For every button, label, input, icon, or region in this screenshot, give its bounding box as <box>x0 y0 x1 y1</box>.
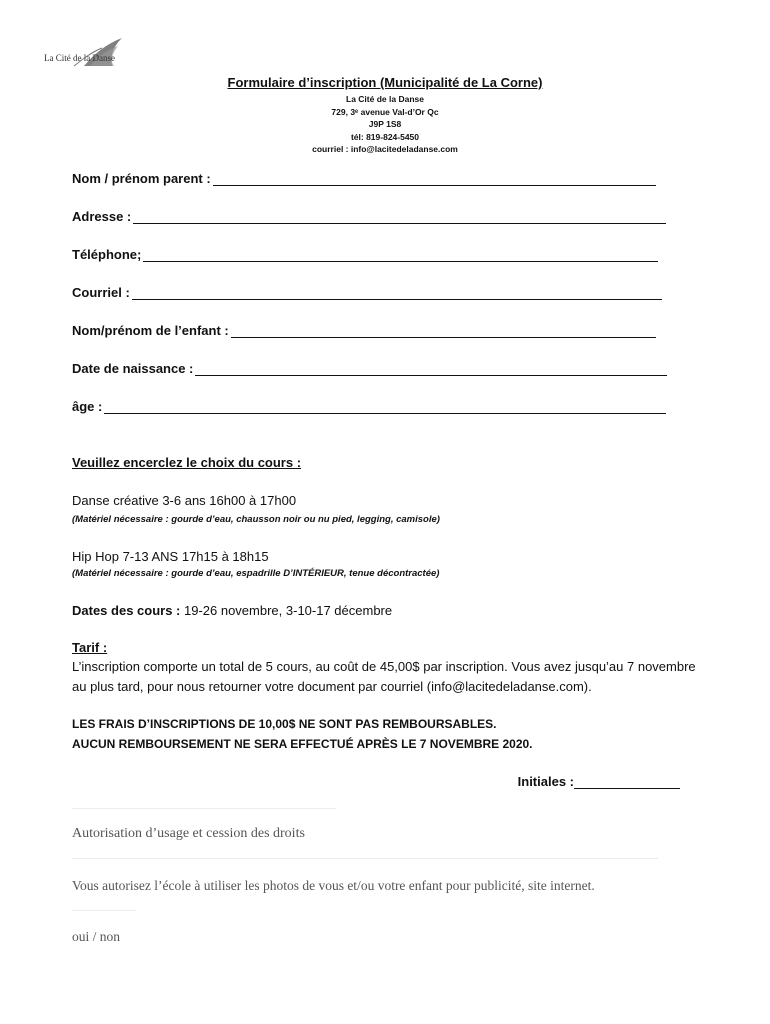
refund-deadline-warning: AUCUN REMBOURSEMENT NE SERA EFFECTUÉ APRÈS LE 7 NOVEMBRE 2020. <box>72 737 533 751</box>
course-dates-value: 19-26 novembre, 3-10-17 décembre <box>180 603 393 618</box>
initials-label: Initiales : <box>517 774 574 789</box>
address-line-5: courriel : info@lacitedeladanse.com <box>312 144 458 154</box>
age-blank[interactable] <box>104 401 666 414</box>
phone-label: Téléphone; <box>72 247 142 262</box>
child-name-label: Nom/prénom de l’enfant : <box>72 323 229 338</box>
address-line-1: La Cité de la Danse <box>346 94 424 104</box>
email-field[interactable] <box>72 285 662 300</box>
child-name-field[interactable] <box>72 323 656 338</box>
child-name-blank[interactable] <box>231 325 656 338</box>
course-option-hip-hop[interactable]: Hip Hop 7-13 ANS 17h15 à 18h15 <box>72 549 269 564</box>
initials-blank[interactable] <box>574 776 680 789</box>
course-choice-heading: Veuillez encerclez le choix du cours : <box>72 455 302 470</box>
divider <box>72 858 658 859</box>
birthdate-label: Date de naissance : <box>72 361 194 376</box>
course-dates <box>72 603 392 618</box>
phone-field[interactable] <box>72 247 658 262</box>
divider <box>72 808 336 809</box>
email-blank[interactable] <box>132 287 662 300</box>
form-title: Formulaire d’inscription (Municipalité de La Corne) <box>227 75 543 90</box>
tarif-text: L’inscription comporte un total de 5 cours, au coût de 45,00$ par inscription. Vous avez jusqu’au 7 novembre au plus tard, pour nous retourner votre document par courriel (info@lacitedeladanse.com). <box>72 659 696 694</box>
address-line-4: tél: 819-824-5450 <box>350 132 420 142</box>
birthdate-blank[interactable] <box>195 363 667 376</box>
email-label: Courriel : <box>72 285 130 300</box>
course-dates-label: Dates des cours : <box>72 603 181 618</box>
address-line-3: J9P 1S8 <box>368 119 402 129</box>
course-option-danse-creative[interactable]: Danse créative 3-6 ans 16h00 à 17h00 <box>72 493 297 508</box>
address-field[interactable] <box>72 209 666 224</box>
course-note-danse-creative: (Matériel nécessaire : gourde d’eau, chausson noir ou nu pied, legging, camisole) <box>72 514 440 525</box>
parent-name-field[interactable] <box>72 171 656 186</box>
divider <box>72 910 136 911</box>
birthdate-field[interactable] <box>72 361 667 376</box>
address-line-2: 729, 3ᵉ avenue Val-d’Or Qc <box>331 107 439 117</box>
parent-name-label: Nom / prénom parent : <box>72 171 211 186</box>
course-note-hip-hop: (Matériel nécessaire : gourde d’eau, espadrille D’INTÉRIEUR, tenue décontractée) <box>72 568 440 579</box>
authorization-choice[interactable]: oui / non <box>72 929 121 944</box>
age-field[interactable] <box>72 399 666 414</box>
non-refundable-warning: LES FRAIS D’INSCRIPTIONS DE 10,00$ NE SONT PAS REMBOURSABLES. <box>72 717 497 731</box>
school-logo <box>44 36 128 70</box>
address-blank[interactable] <box>133 211 666 224</box>
authorization-text: Vous autorisez l’école à utiliser les photos de vous et/ou votre enfant pour publicité, site internet. <box>72 878 595 893</box>
initials-field[interactable] <box>518 774 680 789</box>
phone-blank[interactable] <box>143 249 658 262</box>
parent-name-blank[interactable] <box>213 173 656 186</box>
tarif-heading: Tarif : <box>72 640 108 655</box>
authorization-heading: Autorisation d’usage et cession des droits <box>72 826 305 841</box>
logo-text: La Cité de la Danse <box>44 53 115 63</box>
age-label: âge : <box>72 399 103 414</box>
address-label: Adresse : <box>72 209 132 224</box>
